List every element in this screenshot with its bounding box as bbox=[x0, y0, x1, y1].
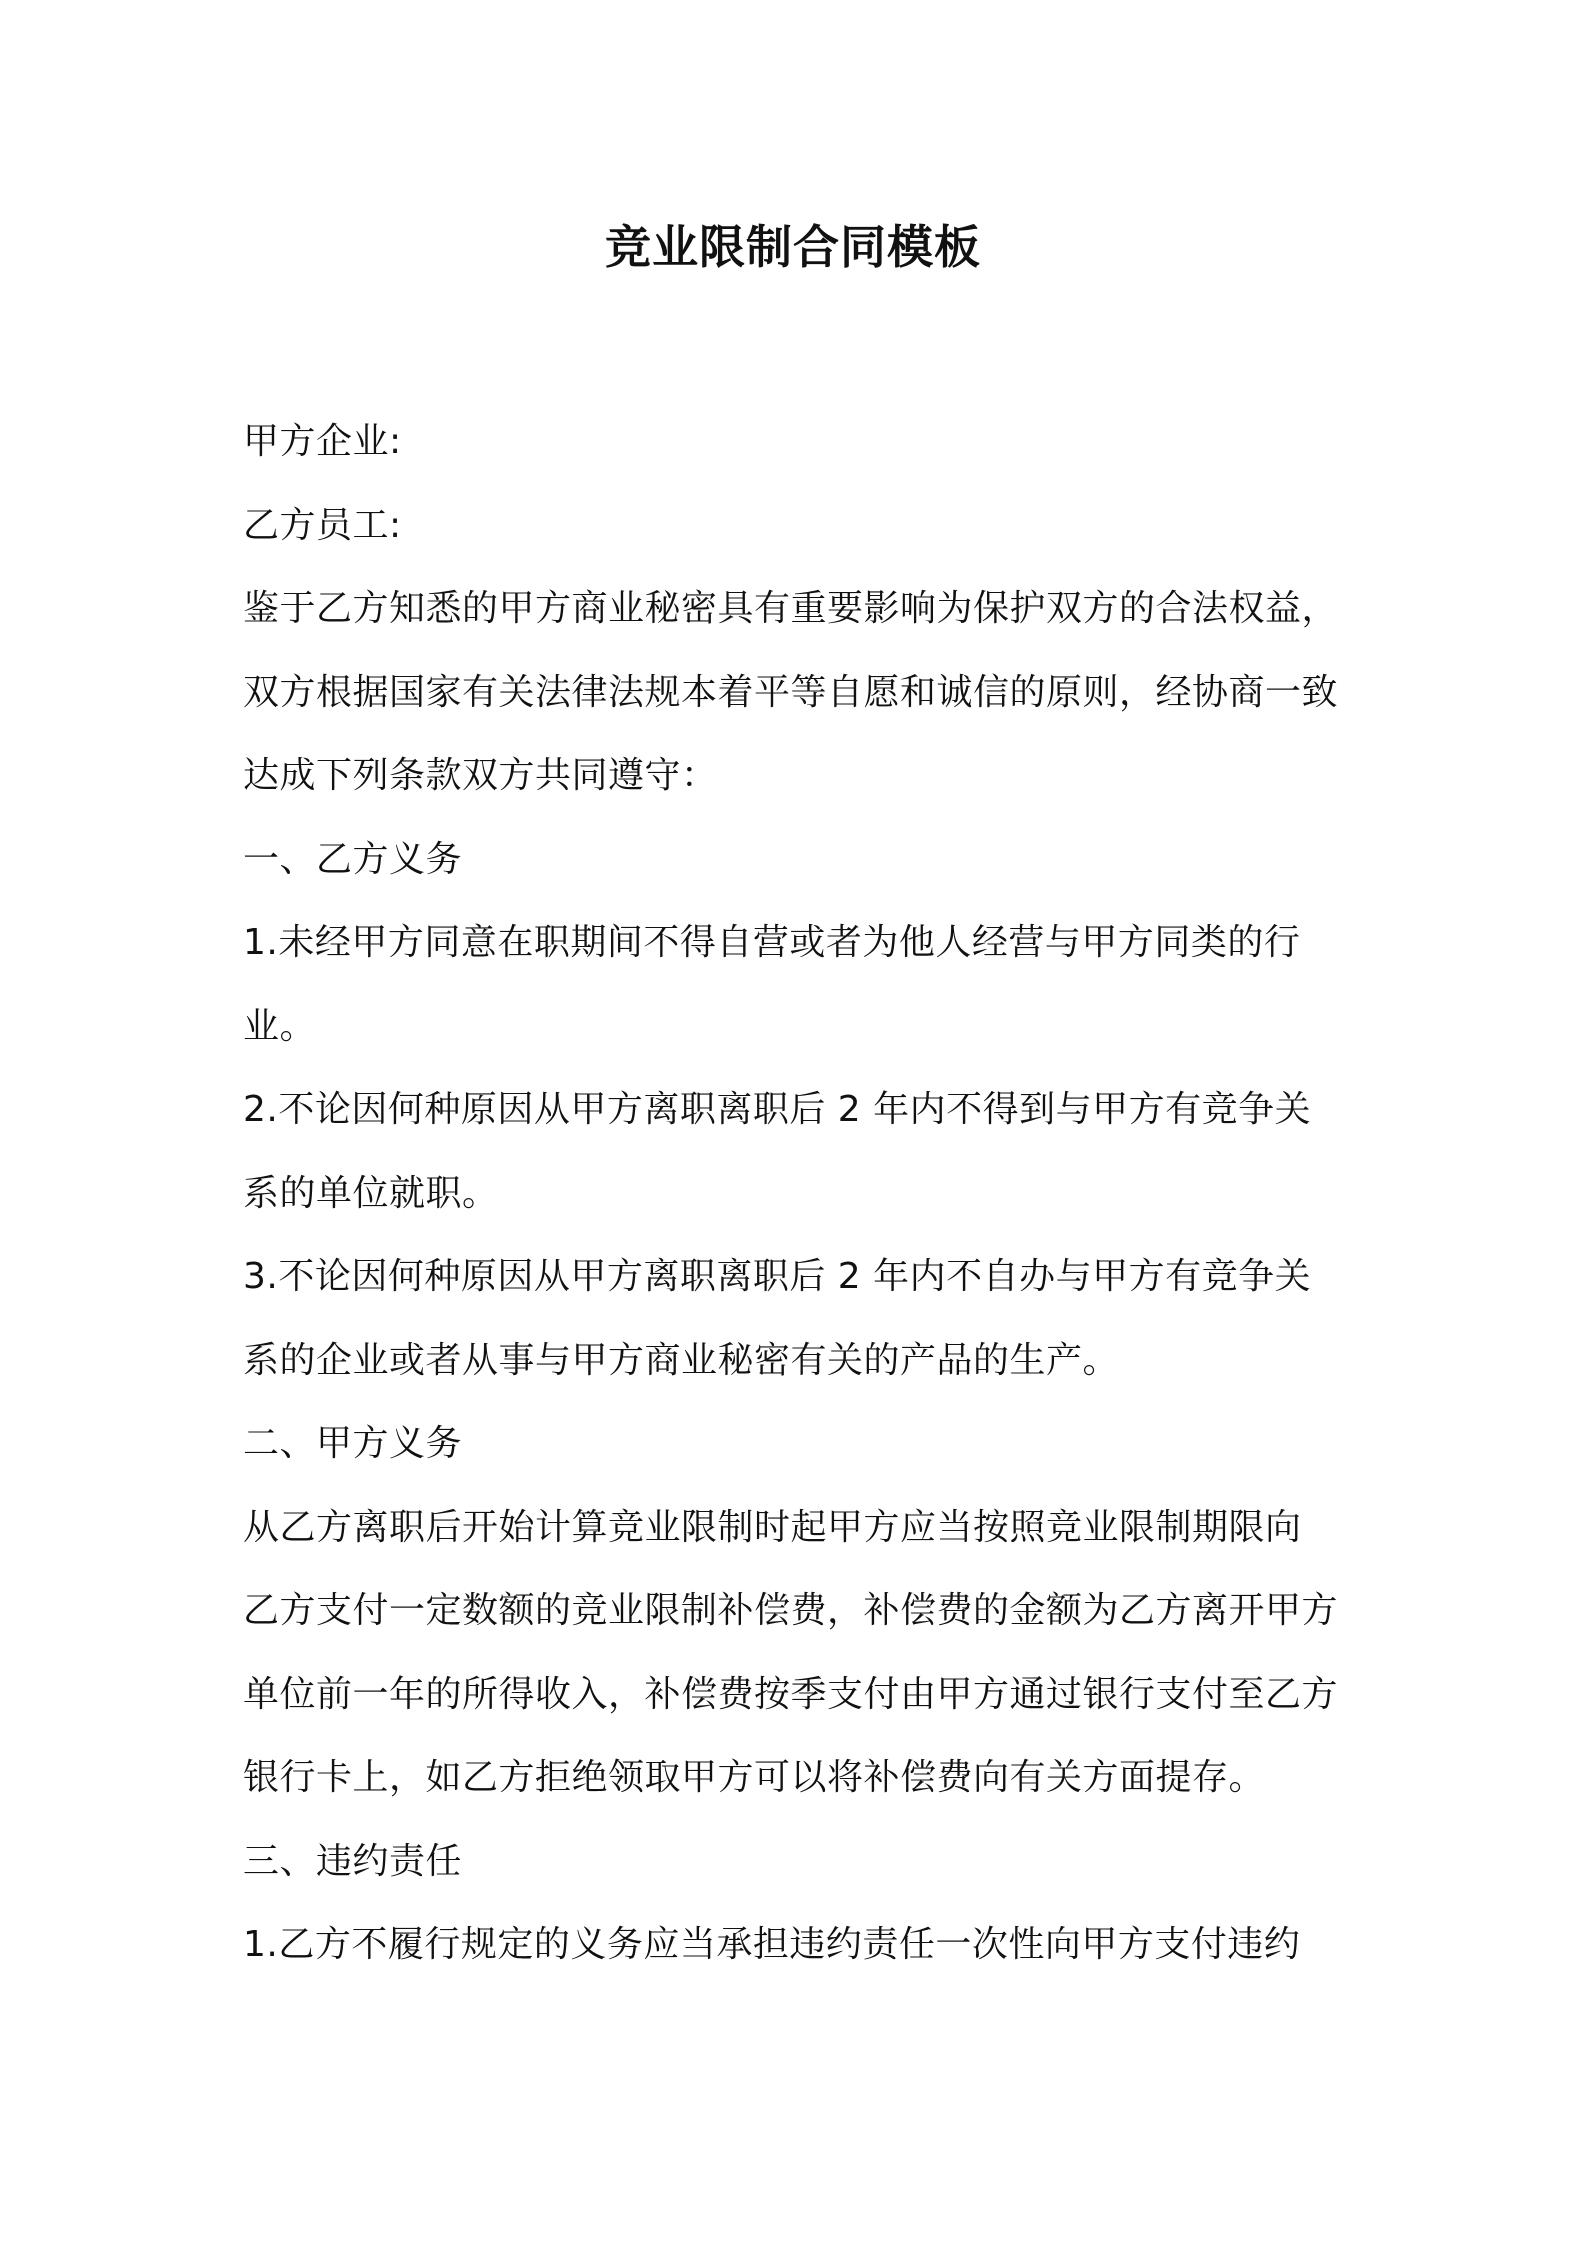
clause-2-line-2: 乙方支付一定数额的竞业限制补偿费，补偿费的金额为乙方离开甲方 bbox=[243, 1590, 1339, 1631]
section-heading-1: 一、乙方义务 bbox=[243, 838, 463, 880]
clause-1-2-line-1: 2.不论因何种原因从甲方离职离职后 2 年内不得到与甲方有竞争关 bbox=[243, 1089, 1312, 1130]
section-heading-3: 三、违约责任 bbox=[243, 1840, 463, 1882]
clause-1-1-line-1: 1.未经甲方同意在职期间不得自营或者为他人经营与甲方同类的行 bbox=[243, 922, 1301, 963]
clause-1-3-line-1: 3.不论因何种原因从甲方离职离职后 2 年内不自办与甲方有竞争关 bbox=[243, 1256, 1312, 1297]
party-b-line: 乙方员工: bbox=[243, 504, 402, 546]
clause-2-line-3: 单位前一年的所得收入，补偿费按季支付由甲方通过银行支付至乙方 bbox=[243, 1673, 1339, 1715]
document-title: 竞业限制合同模板 bbox=[605, 220, 981, 274]
party-a-line: 甲方企业: bbox=[243, 421, 402, 462]
clause-3-1-line-1: 1.乙方不履行规定的义务应当承担违约责任一次性向甲方支付违约 bbox=[243, 1924, 1301, 1965]
clause-1-3-line-2: 系的企业或者从事与甲方商业秘密有关的产品的生产。 bbox=[243, 1339, 1120, 1381]
clause-1-2-line-2: 系的单位就职。 bbox=[243, 1172, 499, 1214]
preamble-line-3: 达成下列条款双方共同遵守： bbox=[243, 755, 718, 796]
preamble-line-1: 鉴于乙方知悉的甲方商业秘密具有重要影响为保护双方的合法权益， bbox=[243, 588, 1339, 629]
section-heading-2: 二、甲方义务 bbox=[243, 1423, 463, 1464]
document-body bbox=[243, 400, 1363, 1987]
clause-1-1-line-2: 业。 bbox=[243, 1005, 317, 1047]
preamble-line-2: 双方根据国家有关法律法规本着平等自愿和诚信的原则，经协商一致 bbox=[243, 671, 1339, 713]
clause-2-line-4: 银行卡上，如乙方拒绝领取甲方可以将补偿费向有关方面提存。 bbox=[243, 1757, 1266, 1798]
clause-2-line-1: 从乙方离职后开始计算竞业限制时起甲方应当按照竞业限制期限向 bbox=[243, 1506, 1302, 1548]
